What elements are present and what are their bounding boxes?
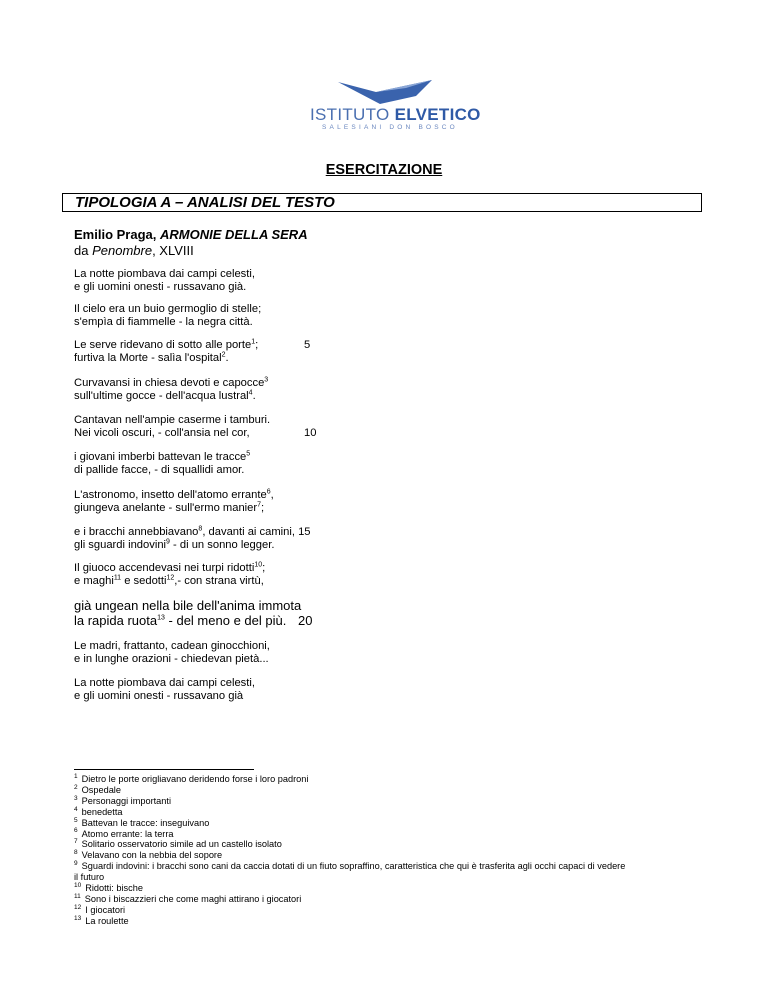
verse-line: [74, 502, 274, 515]
poem-author: Emilio Praga,: [74, 227, 157, 242]
poem-heading: [74, 227, 308, 242]
footnote-number: 9: [74, 860, 78, 868]
verse-line: [74, 338, 311, 352]
verse-line: [74, 526, 311, 539]
verse-line: [74, 613, 313, 628]
footnote: [74, 916, 734, 927]
poem-source-number: , XLVIII: [152, 243, 194, 258]
footnote-number: 5: [74, 816, 78, 824]
footnote-number: 10: [74, 882, 82, 889]
verse-text: - di un sonno legger.: [169, 539, 275, 551]
footnote-mark: 5: [246, 450, 251, 458]
footnote-mark: 2: [221, 351, 226, 359]
verse-text: gli sguardi indovini: [74, 539, 167, 551]
verse-text: Le serve ridevano di sotto alle porte: [74, 339, 252, 351]
line-number: 10: [304, 427, 317, 439]
footnote-text: il futuro: [74, 872, 105, 883]
footnote: [74, 850, 734, 861]
footnote-text: benedetta: [81, 806, 123, 817]
verse-line: s'empìa di fiammelle - la negra città.: [74, 316, 253, 328]
verse-text: Curvavansi in chiesa devoti e capocce: [74, 377, 265, 389]
footnote-mark: 12: [166, 574, 175, 582]
footnote-mark: 13: [157, 614, 165, 622]
page-title: ESERCITAZIONE: [325, 162, 443, 178]
footnote-text: Solitario osservatorio simile ad un castello isolato: [81, 839, 282, 850]
stanza-5: [74, 414, 317, 440]
logo-subtitle: SALESIANI DON BOSCO: [322, 124, 458, 131]
verse-line: e gli uomini onesti - russavano già: [74, 690, 244, 702]
footnote: [74, 839, 734, 850]
verse-line: [74, 352, 258, 365]
stanza-3: [74, 338, 311, 365]
footnote-number: 8: [74, 849, 78, 857]
section-title: TIPOLOGIA A – ANALISI DEL TESTO: [75, 194, 335, 211]
verse-text: giungeva anelante - sull'ermo manier: [74, 502, 258, 514]
verse-line: [74, 539, 311, 552]
stanza-7: [74, 489, 274, 515]
footnote: [74, 829, 734, 840]
footnote-number: 2: [74, 783, 78, 791]
verse-line: e in lunghe orazioni - chiedevan pietà...: [74, 653, 269, 665]
logo-name-bold: ELVETICO: [394, 105, 481, 124]
verse-text: Il giuoco accendevasi nei turpi ridotti: [74, 562, 255, 574]
verse-text: , davanti ai camini, 15: [202, 526, 311, 538]
stanza-9: [74, 562, 265, 588]
verse-text: ,- con strana virtù,: [174, 575, 264, 587]
verse-line: La notte piombava dai campi celesti,: [74, 677, 255, 689]
footnote-number: 1: [74, 772, 78, 780]
verse-text: e maghi: [74, 575, 114, 587]
poem-source: [74, 243, 194, 258]
verse-line: e gli uomini onesti - russavano già.: [74, 281, 247, 293]
verse-line: [74, 390, 268, 403]
line-number: 5: [304, 339, 311, 351]
stanza-6: [74, 451, 250, 477]
footnote-mark: 4: [248, 389, 253, 397]
verse-line: La notte piombava dai campi celesti,: [74, 268, 255, 280]
verse-line: di pallide facce, - di squallidi amor.: [74, 464, 245, 476]
verse-text: ;: [261, 502, 265, 514]
footnote-number: 4: [74, 805, 78, 813]
footnote-mark: 11: [113, 574, 122, 582]
stanza-8: [74, 526, 311, 552]
logo-wing-icon: [336, 78, 442, 106]
verse-text: L'astronomo, insetto dell'atomo errante: [74, 489, 267, 501]
verse-line: [74, 377, 268, 390]
verse-line: Cantavan nell'ampie caserme i tamburi.: [74, 414, 271, 426]
footnotes: [74, 774, 734, 927]
poem-source-title: Penombre: [92, 243, 153, 258]
footnote-number: 13: [74, 914, 82, 922]
footnote-text: Velavano con la nebbia del sopore: [81, 850, 223, 861]
footnote-number: 11: [74, 892, 81, 900]
footnote: [74, 883, 734, 894]
verse-text: e i bracchi annebbiavano: [74, 526, 199, 538]
verse-text: e sedotti: [121, 575, 167, 587]
stanza-12: [74, 677, 255, 703]
footnote-text: Sono i biscazzieri che come maghi attirano i giocatori: [84, 893, 302, 904]
verse-text: sull'ultime gocce - dell'acqua lustral: [74, 390, 249, 402]
footnote-text: Ospedale: [81, 784, 121, 795]
poem-source-prefix: da: [74, 243, 89, 258]
verse-text: furtiva la Morte - salìa l'ospital: [74, 352, 222, 364]
footnote-number: 3: [74, 794, 78, 802]
footnote: [74, 905, 734, 916]
stanza-1: [74, 268, 255, 294]
footnote-mark: 8: [198, 525, 203, 533]
footnote-mark: 6: [266, 488, 271, 496]
stanza-10: [74, 598, 313, 628]
verse-text: la rapida ruota: [74, 613, 158, 628]
footnote-divider: [74, 769, 254, 770]
verse-text: i giovani imberbi battevan le tracce: [74, 451, 247, 463]
footnote-text: Sguardi indovini: i bracchi sono cani da caccia dotati di un fiuto sopraffino, caratteristica che qui è trasferita agli occhi capaci di vedere: [81, 861, 626, 872]
verse-text: .: [225, 352, 229, 364]
footnote-text: La roulette: [85, 915, 129, 926]
verse-line: [74, 575, 265, 588]
verse-text: ;: [262, 562, 266, 574]
verse-line: [74, 562, 265, 575]
footnote: [74, 807, 734, 818]
institute-logo: [300, 78, 480, 136]
verse-line: [74, 427, 317, 440]
footnote: [74, 818, 734, 829]
footnote-text: Atomo errante: la terra: [81, 828, 174, 839]
logo-name-light: ISTITUTO: [310, 105, 390, 124]
stanza-2: [74, 303, 261, 329]
verse-line: [74, 451, 250, 464]
footnote-text: Battevan le tracce: inseguivano: [81, 817, 210, 828]
stanza-4: [74, 377, 268, 403]
footnote-mark: 1: [251, 338, 256, 346]
verse-line: [74, 489, 274, 502]
footnote-number: 12: [74, 903, 82, 911]
footnote-mark: 3: [264, 376, 269, 384]
footnote: [74, 796, 734, 807]
footnote: [74, 785, 734, 796]
verse-text: ;: [255, 339, 259, 351]
footnote-mark: 9: [166, 538, 170, 546]
verse-line: già ungean nella bile dell'anima immota: [74, 598, 302, 613]
footnote-text: Ridotti: bische: [85, 883, 143, 894]
verse-text: .: [252, 390, 256, 402]
verse-line: Le madri, frattanto, cadean ginocchioni,: [74, 640, 270, 652]
poem-title: ARMONIE DELLA SERA: [160, 227, 308, 242]
footnote: [74, 894, 734, 905]
verse-text: Nei vicoli oscuri, - coll'ansia nel cor,: [74, 427, 250, 439]
footnote-text: I giocatori: [85, 904, 126, 915]
footnote-continuation: [74, 872, 734, 883]
section-header-box: [62, 193, 702, 212]
footnote: [74, 861, 734, 872]
footnote-number: 7: [74, 838, 78, 846]
footnote-mark: 10: [254, 561, 263, 569]
line-number: 20: [298, 613, 313, 628]
footnote-text: Dietro le porte origliavano deridendo forse i loro padroni: [81, 774, 309, 784]
verse-text: ,: [270, 489, 274, 501]
stanza-11: [74, 640, 270, 666]
footnote-number: 6: [74, 827, 78, 835]
footnote-text: Personaggi importanti: [81, 795, 171, 806]
verse-text: - del meno e del più.: [164, 613, 287, 628]
footnote-mark: 7: [257, 501, 262, 509]
footnote: [74, 774, 734, 785]
logo-name: [310, 105, 481, 125]
verse-line: Il cielo era un buio germoglio di stelle;: [74, 303, 262, 315]
